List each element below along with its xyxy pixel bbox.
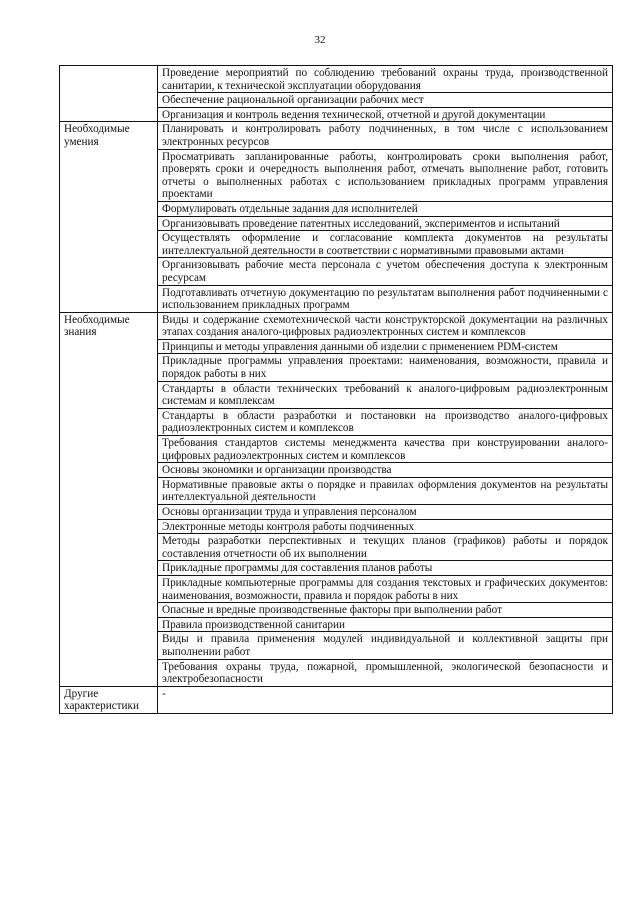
skill-item: Просматривать запланированные работы, контролировать сроки выполнения работ, проверять сроки и очередность выполнения работ, отмечать выполнение работ, готовить отчеты о выполненных работах с использованием прикладных программ управления проектами	[158, 149, 613, 201]
work-action-item: Проведение мероприятий по соблюдению требований охраны труда, производственной санитарии, к технической эксплуатации оборудования	[158, 66, 613, 93]
skill-label: Необходимые умения	[60, 122, 158, 312]
page-number: 32	[314, 34, 326, 46]
skill-item: Формулировать отдельные задания для исполнителей	[158, 201, 613, 216]
knowledge-item: Электронные методы контроля работы подчиненных	[158, 519, 613, 534]
knowledge-item: Нормативные правовые акты о порядке и правилах оформления документов на результаты интеллектуальной деятельности	[158, 477, 613, 504]
knowledge-item: Требования стандартов системы менеджмента качества при конструировании аналого-цифровых радиоэлектронных систем и комплексов	[158, 436, 613, 463]
knowledge-item: Правила производственной санитарии	[158, 617, 613, 632]
knowledge-item: Виды и содержание схемотехнической части конструкторской документации на различных этапах создания аналого-цифровых радиоэлектронных систем и комплексов	[158, 312, 613, 339]
knowledge-item: Основы экономики и организации производства	[158, 463, 613, 478]
knowledge-item: Требования охраны труда, пожарной, промышленной, экологической безопасности и электробезопасности	[158, 659, 613, 686]
requirements-table	[59, 65, 613, 714]
knowledge-item: Прикладные программы для составления планов работы	[158, 561, 613, 576]
knowledge-item: Основы организации труда и управления персоналом	[158, 505, 613, 520]
knowledge-item: Прикладные компьютерные программы для создания текстовых и графических документов: наименования, возможности, правила и порядок работы в них	[158, 575, 613, 602]
knowledge-item: Стандарты в области технических требований к аналого-цифровым радиоэлектронным системам и комплексам	[158, 381, 613, 408]
knowledge-row	[60, 312, 613, 339]
skill-item: Организовывать проведение патентных исследований, экспериментов и испытаний	[158, 216, 613, 231]
work-action-row	[60, 66, 613, 93]
knowledge-item: Прикладные программы управления проектами: наименования, возможности, правила и порядок работы в них	[158, 354, 613, 381]
skill-item: Осуществлять оформление и согласование комплекта документов на результаты интеллектуальной деятельности в соответствии с нормативными правовыми актами	[158, 231, 613, 258]
skill-item: Организовывать рабочие места персонала с учетом обеспечения доступа к электронным ресурсам	[158, 258, 613, 285]
knowledge-item: Виды и правила применения модулей индивидуальной и коллективной защиты при выполнении работ	[158, 632, 613, 659]
knowledge-item: Принципы и методы управления данными об изделии с применением PDM-систем	[158, 339, 613, 354]
other-characteristics-label: Другие характеристики	[60, 686, 158, 713]
knowledge-label: Необходимые знания	[60, 312, 158, 686]
skill-item: Подготавливать отчетную документацию по результатам выполнения работ подчиненными с использованием прикладных программ	[158, 285, 613, 312]
work-action-item: Организация и контроль ведения технической, отчетной и другой документации	[158, 107, 613, 122]
skill-item: Планировать и контролировать работу подчиненных, в том числе с использованием электронных ресурсов	[158, 122, 613, 149]
other-characteristics-row	[60, 686, 613, 713]
knowledge-item: Стандарты в области разработки и постановки на производство аналого-цифровых радиоэлектронных систем и комплексов	[158, 408, 613, 435]
other-characteristics-item: -	[158, 686, 613, 713]
knowledge-item: Опасные и вредные производственные факторы при выполнении работ	[158, 603, 613, 618]
knowledge-item: Методы разработки перспективных и текущих планов (графиков) работы и порядок составления отчетности об их выполнении	[158, 534, 613, 561]
work-action-label	[60, 66, 158, 122]
work-action-item: Обеспечение рациональной организации рабочих мест	[158, 93, 613, 108]
skill-row	[60, 122, 613, 149]
